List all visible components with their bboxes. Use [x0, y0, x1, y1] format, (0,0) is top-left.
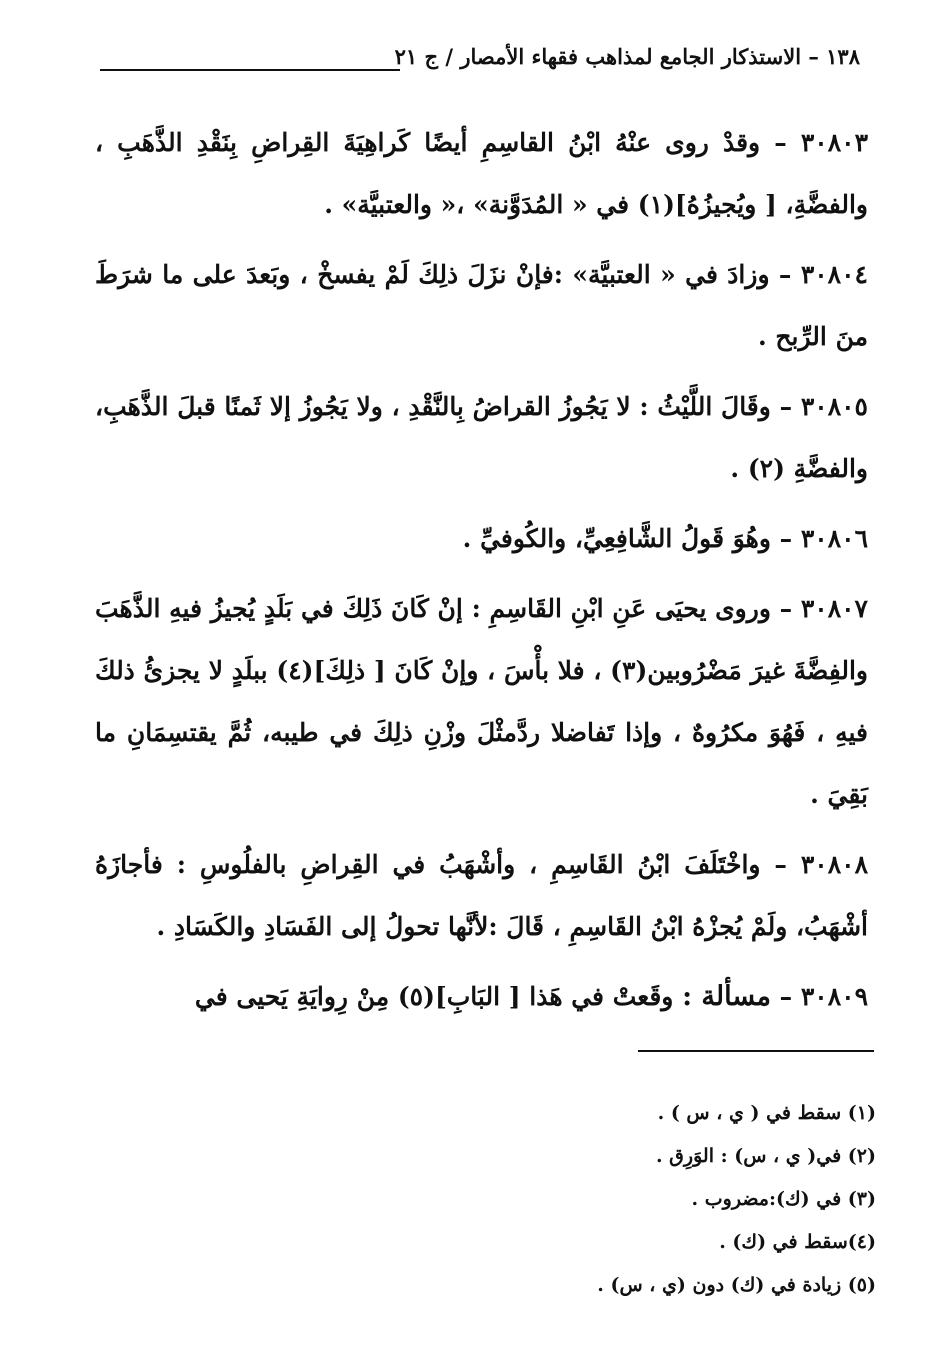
- footnote-3: (٣) في (ك):مضروب .: [691, 1188, 876, 1210]
- paragraph-number: ٣٠٨٠٦: [800, 524, 868, 553]
- paragraph-30805: [95, 376, 868, 500]
- footnote-5: (٥) زيادة في (ك) دون (ي ، س) .: [597, 1274, 876, 1296]
- header-rule: [100, 69, 400, 71]
- paragraph-30806: [95, 508, 868, 570]
- paragraph-number: ٣٠٨٠٣: [800, 128, 868, 157]
- paragraph-text: وقَعتْ في هَذا [ البَابِ](٥) مِنْ رِوايَةِ يَحيى في: [194, 982, 674, 1011]
- running-header: ١٣٨ – الاستذكار الجامع لمذاهب فقهاء الأمصار / ج ٢١: [394, 44, 860, 69]
- footnote-4: (٤)سقط في (ك) .: [719, 1231, 876, 1253]
- main-text: [95, 112, 868, 1036]
- paragraph-text: وزادَ في « العتبيَّة» :فإنْ نزَلَ ذلِكَ لَمْ يفسخْ ، وبَعدَ على ما شرَطَ منَ الرِّبح .: [95, 260, 868, 351]
- paragraph-number: ٣٠٨٠٩: [800, 982, 868, 1011]
- footnote-1: (١) سقط في ( ي ، س ) .: [657, 1102, 876, 1124]
- paragraph-text: وقدْ روى عنْهُ ابْنُ القاسِمِ أيضًا كَراهِيَةَ القِراضِ بِنَقْدِ الذَّهَبِ ، والفضَّةِ، [ ويُجيزُهُ](١) في « المُدَوَّنة» ،« والعتبيَّة» .: [95, 128, 868, 219]
- paragraph-number: ٣٠٨٠٤: [800, 260, 868, 289]
- dash: –: [779, 524, 793, 553]
- paragraph-30804: [95, 244, 868, 368]
- dash: –: [779, 982, 793, 1011]
- paragraph-30809: [95, 966, 868, 1028]
- paragraph-number: ٣٠٨٠٧: [800, 594, 868, 623]
- footnotes: [100, 1092, 876, 1307]
- dash: –: [774, 128, 787, 157]
- dash: –: [774, 850, 787, 879]
- dash: –: [778, 260, 792, 289]
- paragraph-text: واخْتَلَفَ ابْنُ القَاسِمِ ، وأشْهَبُ في القِراضِ بالفلُوسِ : فأجازَهُ أشْهَبُ، ولَمْ يُجزْهُ ابْنُ القَاسِمِ ، قَالَ :لأنَّها تحولُ إلى الفَسَادِ والكَسَادِ .: [95, 850, 868, 941]
- paragraph-30808: [95, 834, 868, 958]
- paragraph-text: وروى يحيَى عَنِ ابْنِ القَاسِمِ : إنْ كَانَ ذَلِكَ في بَلَدٍ يُجيزُ فيهِ الذَّهَبَ والفِضَّةَ غيرَ مَضْرُوبين(٣) ، فلا بأْسَ ، وإنْ كَانَ [ ذلِكَ](٤) ببلَدٍ لا يجزئُ ذلكَ فيهِ ، فَهُوَ مكرُوهٌ ، وإذا تَفاضلا ردَّمثْلَ وزْنِ ذلِكَ في طيبه، ثُمَّ يقتسِمَانِ ما بَقِيَ .: [95, 594, 868, 809]
- paragraph-30803: [95, 112, 868, 236]
- paragraph-30807: [95, 578, 868, 826]
- paragraph-number: ٣٠٨٠٥: [800, 392, 868, 421]
- footnote-2: (٢) في( ي ، س) : الوَرِق .: [655, 1145, 876, 1167]
- paragraph-number: ٣٠٨٠٨: [800, 850, 868, 879]
- issue-keyword: مسألة :: [682, 981, 771, 1012]
- dash: –: [779, 594, 793, 623]
- paragraph-text: وهُوَ قَولُ الشَّافِعِيِّ، والكُوفيِّ .: [462, 524, 771, 553]
- page-header: [100, 44, 860, 84]
- footnote-rule: [638, 1050, 874, 1052]
- paragraph-text: وقَالَ اللَّيْثُ : لا يَجُوزُ القراضُ بِالنَّقْدِ ، ولا يَجُوزُ إلا ثَمنًا قبلَ الذَّهَبِ، والفضَّةِ (٢) .: [95, 392, 868, 483]
- dash: –: [779, 392, 793, 421]
